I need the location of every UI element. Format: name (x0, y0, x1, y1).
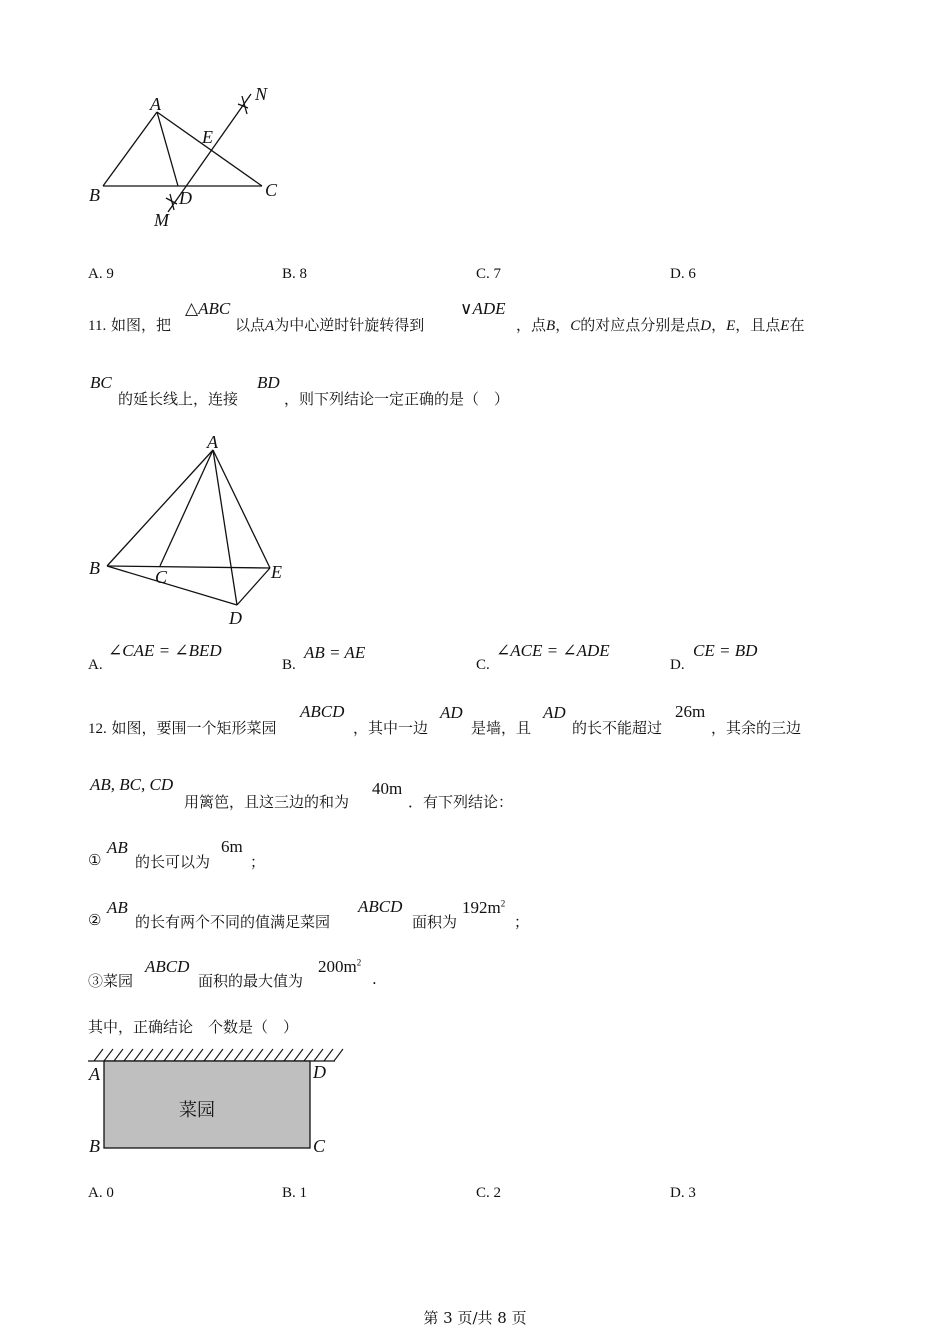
wall-hatch-mark (184, 1049, 193, 1061)
q12-s2-mark: ② (88, 911, 102, 929)
q12-line2-b: ．有下列结论： (408, 793, 514, 811)
q11-option-b-label[interactable]: B. (282, 657, 296, 673)
q12-garden-label: 菜园 (179, 1100, 215, 1121)
q12-option-c[interactable]: C. 2 (476, 1185, 502, 1201)
q12-fence-sides: AB, BC, CD (90, 775, 174, 794)
q12-rect-abcd: ABCD (300, 702, 345, 721)
q12-s3-end: . (372, 970, 377, 988)
q12-s2-value (462, 898, 505, 918)
q10-point-E: E (202, 127, 213, 147)
q12-s3-text0: 菜园 (103, 972, 134, 990)
q11-option-c-expr[interactable]: ∠ACE = ∠ADE (496, 641, 610, 660)
q11-point: C (570, 318, 581, 334)
q12-line1-b: ，其中一边 (353, 719, 429, 737)
q11-text: 如图，把 (110, 316, 171, 334)
wall-hatch-mark (234, 1049, 243, 1061)
q11-point: B (546, 318, 556, 334)
q12-s1-end: ； (250, 853, 266, 871)
q12-line2-a: 用篱笆，且这三边的和为 (184, 793, 350, 811)
q10-option-c[interactable]: C. 7 (476, 266, 502, 282)
q11-triangle-abc: △ABC (185, 299, 231, 318)
q12-option-d[interactable]: D. 3 (670, 1185, 696, 1201)
q11-option-d-expr[interactable]: CE = BD (693, 641, 758, 660)
wall-hatch-mark (134, 1049, 143, 1061)
q11-point-E: E (271, 562, 282, 582)
q12-limit-26m: 26m (675, 702, 706, 721)
q11-line1-a (88, 314, 171, 335)
q11-option-b-expr[interactable]: AB = AE (304, 643, 366, 662)
q12-s1-mark: ① (88, 851, 102, 869)
q12-point-B: B (89, 1136, 100, 1156)
q10-option-b[interactable]: B. 8 (282, 266, 308, 282)
q10-option-a[interactable]: A. 9 (88, 266, 114, 282)
q11-text: ， (555, 316, 571, 334)
wall-hatch-mark (204, 1049, 213, 1061)
wall-hatch-mark (174, 1049, 183, 1061)
q11-text: ， (711, 316, 727, 334)
q11-point: A (265, 318, 275, 334)
q12-line1-c: 是墙，且 (471, 719, 532, 737)
wall-hatch-mark (324, 1049, 333, 1061)
q12-s1-text: 的长可以为 (135, 853, 211, 871)
q12-point-C: C (313, 1136, 326, 1156)
q11-option-c-label[interactable]: C. (476, 657, 490, 673)
q10-point-N: N (255, 84, 268, 104)
q11-text: 的对应点分别是点 (580, 316, 701, 334)
q11-line1-b (235, 314, 424, 335)
q11-line2-a: 的延长线上，连接 (118, 390, 239, 408)
q12-point-D: D (313, 1062, 326, 1082)
q12-s1-value: 6m (221, 837, 243, 856)
q12-s3-mark-symbol: ③ (88, 972, 104, 990)
q12-s2-text2: 面积为 (412, 913, 458, 931)
q11-point-C: C (155, 567, 168, 587)
q12-text: 如图，要围一个矩形菜园 (111, 719, 277, 737)
wall-hatch-mark (264, 1049, 273, 1061)
q11-triangle-ade: ∨ADE (460, 299, 506, 318)
q12-s2-end: ； (514, 913, 530, 931)
q12-line1-e: ，其余的三边 (711, 719, 802, 737)
q12-question: 其中，正确结论 个数是（ ） (88, 1018, 299, 1036)
q12-total-40m: 40m (372, 779, 403, 798)
q12-figure (80, 1040, 350, 1165)
q12-line1-d: 的长不能超过 (572, 719, 663, 737)
q12-point-A: A (89, 1064, 100, 1084)
q12-segment-ad: AD (440, 703, 463, 722)
q11-segment-bc: BC (90, 373, 112, 392)
q12-s2-text: 的长有两个不同的值满足菜园 (135, 913, 331, 931)
q11-line2-b: ，则下列结论一定正确的是（ ） (284, 390, 510, 408)
q11-text: 以点 (235, 316, 266, 334)
q12-s3-mark (88, 970, 133, 991)
q11-text: ，且点 (735, 316, 781, 334)
q11-option-a-expr[interactable]: ∠CAE = ∠BED (108, 641, 222, 660)
wall-hatch-mark (304, 1049, 313, 1061)
wall-hatch-mark (274, 1049, 283, 1061)
q11-text: 为中心逆时针旋转得到 (274, 316, 425, 334)
wall-hatch-mark (124, 1049, 133, 1061)
q10-figure (80, 80, 310, 240)
q11-figure (80, 428, 300, 628)
q11-point: E (780, 318, 790, 334)
q11-text: ，点 (516, 316, 547, 334)
wall-hatch-mark (254, 1049, 263, 1061)
page-footer: 第 3 页/共 8 页 (423, 1309, 527, 1327)
q11-number: 11. (88, 318, 107, 334)
wall-hatch-mark (114, 1049, 123, 1061)
q12-number: 12. (88, 721, 107, 737)
q12-s3-value (318, 957, 361, 977)
wall-hatch-mark (144, 1049, 153, 1061)
q12-line1-a (88, 717, 277, 738)
wall-hatch-mark (104, 1049, 113, 1061)
wall-hatch-mark (224, 1049, 233, 1061)
wall-hatch-mark (294, 1049, 303, 1061)
wall-hatch-mark (94, 1049, 103, 1061)
q12-s2-value-number: 192m (462, 898, 501, 917)
q10-point-B: B (89, 185, 100, 205)
q12-s3-abcd: ABCD (145, 957, 190, 976)
q11-text: 在 (789, 316, 805, 334)
q12-segment-ad-2: AD (543, 703, 566, 722)
q11-point-A: A (207, 432, 218, 452)
q11-option-d-label[interactable]: D. (670, 657, 685, 673)
q11-point-D: D (229, 608, 242, 628)
wall-hatch-mark (314, 1049, 323, 1061)
wall-hatch-mark (194, 1049, 203, 1061)
wall-hatch-mark (164, 1049, 173, 1061)
q12-s2-value-sup: 2 (500, 898, 506, 909)
wall-hatch-mark (244, 1049, 253, 1061)
q10-point-C: C (265, 180, 278, 200)
q11-point-B: B (89, 558, 100, 578)
q10-point-A: A (150, 94, 161, 114)
q12-s3-value-sup: 2 (356, 957, 362, 968)
q10-option-d[interactable]: D. 6 (670, 266, 696, 282)
wall-hatch-mark (284, 1049, 293, 1061)
q11-segment-bd: BD (257, 373, 280, 392)
wall-hatch-mark (154, 1049, 163, 1061)
q11-line1-c (516, 314, 804, 335)
q10-point-D: D (179, 188, 192, 208)
q12-option-b[interactable]: B. 1 (282, 1185, 308, 1201)
q10-point-M: M (154, 210, 169, 230)
wall-hatch-mark (334, 1049, 343, 1061)
q11-point: E (726, 318, 736, 334)
q12-s3-text: 面积的最大值为 (198, 972, 304, 990)
wall-hatch-mark (214, 1049, 223, 1061)
q11-option-a-label[interactable]: A. (88, 657, 103, 673)
q12-s2-abcd: ABCD (358, 897, 403, 916)
q12-s2-ab: AB (107, 898, 128, 917)
q12-s3-value-number: 200m (318, 957, 357, 976)
q12-option-a[interactable]: A. 0 (88, 1185, 114, 1201)
q11-point: D (700, 318, 712, 334)
q12-s1-ab: AB (107, 838, 128, 857)
